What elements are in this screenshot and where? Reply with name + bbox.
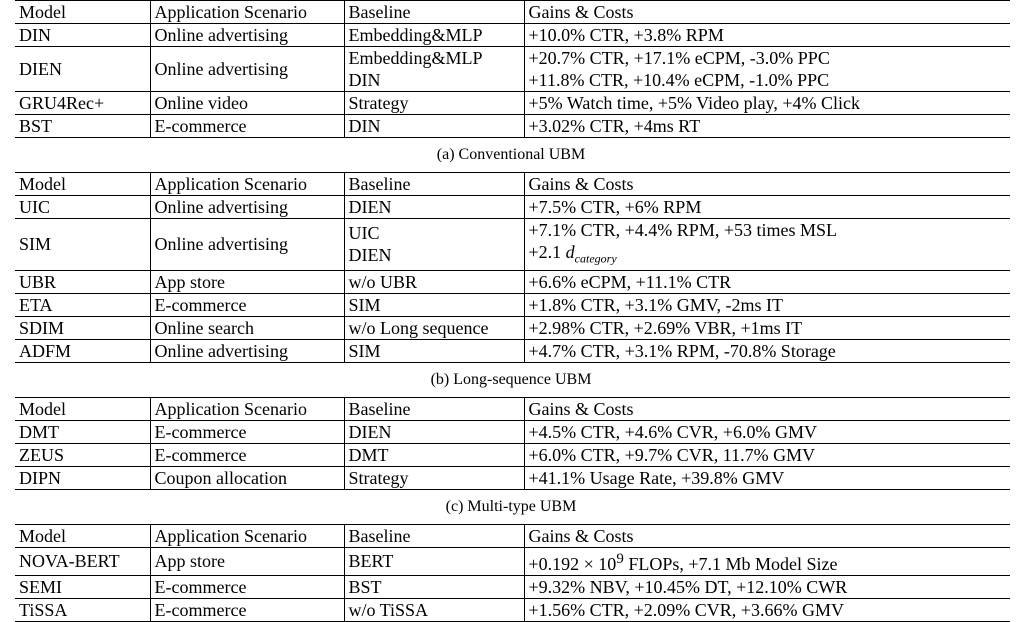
column-header-model: Model bbox=[15, 524, 150, 547]
cell-scenario: Online advertising bbox=[150, 196, 344, 219]
gains-text: +41.1% Usage Rate, +39.8% GMV bbox=[528, 467, 785, 488]
cell-gains-costs bbox=[524, 575, 1010, 598]
cell-model: DIEN bbox=[15, 47, 150, 92]
table-row-din bbox=[15, 24, 1010, 47]
gains-text: +20.7% CTR, +17.1% eCPM, -3.0% PPC bbox=[528, 48, 830, 68]
table-row-semi bbox=[15, 575, 1010, 598]
cell-scenario: E-commerce bbox=[150, 575, 344, 598]
cell-scenario: App store bbox=[150, 270, 344, 293]
baseline-text: w/o TiSSA bbox=[348, 599, 429, 620]
gains-text: +7.5% CTR, +6% RPM bbox=[528, 197, 702, 217]
cell-gains-costs bbox=[524, 420, 1010, 443]
table-row-adfm bbox=[15, 339, 1010, 362]
baseline-text: DIEN bbox=[348, 245, 392, 266]
gains-text: +2.1 $d_{category}$ bbox=[528, 242, 617, 266]
baseline-text: DIEN bbox=[348, 197, 392, 217]
cell-gains-costs bbox=[524, 92, 1010, 115]
cell-model: SEMI bbox=[15, 575, 150, 598]
table-row-sdim bbox=[15, 316, 1010, 339]
column-header-gains-costs: Gains & Costs bbox=[524, 173, 1010, 196]
table-row-dien bbox=[15, 47, 1010, 92]
baseline-text: DIEN bbox=[348, 421, 392, 442]
cell-gains-costs bbox=[524, 115, 1010, 138]
cell-gains-costs bbox=[524, 270, 1010, 293]
column-header-baseline: Baseline bbox=[344, 524, 524, 547]
baseline-text: BERT bbox=[348, 551, 394, 572]
gains-text: +3.02% CTR, +4ms RT bbox=[528, 116, 701, 136]
table-caption: (a) Conventional UBM bbox=[436, 146, 586, 163]
cell-model: DIPN bbox=[15, 466, 150, 489]
cell-model: DIN bbox=[19, 25, 51, 45]
cell-scenario: Online advertising bbox=[150, 24, 344, 47]
cell-baseline bbox=[344, 547, 524, 575]
column-header-baseline: Baseline bbox=[344, 397, 524, 420]
cell-scenario: E-commerce bbox=[150, 443, 344, 466]
baseline-text: UIC bbox=[348, 223, 380, 244]
column-header-model: Model bbox=[15, 173, 150, 196]
table-caption: (b) Long-sequence UBM bbox=[430, 370, 592, 388]
cell-gains-costs bbox=[524, 339, 1010, 362]
column-header-gains-costs: Gains & Costs bbox=[524, 1, 1010, 24]
gains-text: +11.8% CTR, +10.4% eCPM, -1.0% PPC bbox=[528, 70, 830, 90]
cell-baseline bbox=[344, 219, 524, 271]
column-header-application-scenario: Application Scenario bbox=[150, 397, 344, 420]
baseline-text: DMT bbox=[348, 444, 389, 465]
cell-baseline bbox=[344, 293, 524, 316]
cell-baseline bbox=[344, 466, 524, 489]
column-header-baseline: Baseline bbox=[344, 173, 524, 196]
cell-model: TiSSA bbox=[15, 598, 150, 621]
gains-text: +5% Watch time, +5% Video play, +4% Click bbox=[528, 93, 861, 113]
cell-scenario: Online advertising bbox=[150, 47, 344, 92]
cell-scenario: Online advertising bbox=[150, 219, 344, 271]
table-row-eta bbox=[15, 293, 1010, 316]
cell-model: SIM bbox=[15, 219, 150, 271]
cell-model: SDIM bbox=[15, 316, 150, 339]
cell-model: ETA bbox=[15, 293, 150, 316]
cell-gains-costs bbox=[524, 293, 1010, 316]
cell-baseline bbox=[344, 270, 524, 293]
column-header-model: Model bbox=[15, 1, 150, 24]
cell-baseline bbox=[344, 598, 524, 621]
baseline-text: w/o Long sequence bbox=[348, 317, 489, 338]
table-section-4 bbox=[15, 524, 1010, 622]
gains-text: +7.1% CTR, +4.4% RPM, +53 times MSL bbox=[528, 220, 837, 240]
cell-model: ADFM bbox=[15, 339, 150, 362]
cell-gains-costs bbox=[524, 466, 1010, 489]
cell-baseline bbox=[344, 575, 524, 598]
cell-scenario: Online advertising bbox=[150, 339, 344, 362]
baseline-text: DIN bbox=[348, 116, 381, 136]
baseline-text: w/o UBR bbox=[348, 271, 418, 292]
gains-text: $+0.192 \times 10^9$ FLOPs, +7.1 Mb Model Size bbox=[528, 550, 838, 574]
column-header-gains-costs: Gains & Costs bbox=[524, 397, 1010, 420]
column-header-application-scenario: Application Scenario bbox=[150, 173, 344, 196]
cell-scenario: E-commerce bbox=[150, 293, 344, 316]
cell-scenario: E-commerce bbox=[150, 598, 344, 621]
cell-gains-costs bbox=[524, 598, 1010, 621]
table-row-uic bbox=[15, 196, 1010, 219]
cell-baseline bbox=[344, 92, 524, 115]
cell-model: GRU4Rec+ bbox=[15, 92, 150, 115]
baseline-text: SIM bbox=[348, 294, 381, 315]
table-row-tissa bbox=[15, 598, 1010, 621]
cell-gains-costs bbox=[524, 547, 1010, 575]
cell-gains-costs bbox=[524, 196, 1010, 219]
cell-baseline bbox=[344, 115, 524, 138]
cell-scenario: App store bbox=[150, 547, 344, 575]
cell-model: NOVA-BERT bbox=[19, 551, 120, 572]
baseline-text: DIN bbox=[348, 70, 381, 90]
table-row-bst bbox=[15, 115, 1010, 138]
gains-text: +10.0% CTR, +3.8% RPM bbox=[528, 25, 724, 45]
gains-text: +4.7% CTR, +3.1% RPM, -70.8% Storage bbox=[528, 340, 836, 361]
cell-gains-costs bbox=[524, 316, 1010, 339]
cell-baseline bbox=[344, 316, 524, 339]
baseline-text: Strategy bbox=[348, 93, 409, 113]
gains-text: +6.6% eCPM, +11.1% CTR bbox=[528, 271, 732, 292]
table-section-1 bbox=[15, 0, 1010, 138]
cell-gains-costs bbox=[524, 24, 1010, 47]
gains-text: +2.98% CTR, +2.69% VBR, +1ms IT bbox=[528, 317, 803, 338]
gains-text: +1.8% CTR, +3.1% GMV, -2ms IT bbox=[528, 294, 783, 315]
gains-text: +1.56% CTR, +2.09% CVR, +3.66% GMV bbox=[528, 599, 844, 620]
cell-baseline bbox=[344, 339, 524, 362]
table-row-sim bbox=[15, 219, 1010, 271]
cell-model: DMT bbox=[19, 421, 59, 442]
cell-model: ZEUS bbox=[15, 443, 150, 466]
table-row-nova-bert bbox=[15, 547, 1010, 575]
baseline-text: SIM bbox=[348, 340, 381, 361]
cell-gains-costs bbox=[524, 443, 1010, 466]
header-row bbox=[15, 1, 1010, 24]
baseline-text: BST bbox=[348, 576, 382, 597]
cell-baseline bbox=[344, 443, 524, 466]
gains-text: +9.32% NBV, +10.45% DT, +12.10% CWR bbox=[528, 576, 848, 597]
cell-scenario: E-commerce bbox=[150, 420, 344, 443]
gains-text: +4.5% CTR, +4.6% CVR, +6.0% GMV bbox=[528, 421, 817, 442]
cell-baseline bbox=[344, 420, 524, 443]
table-row-dipn bbox=[15, 466, 1010, 489]
cell-model: UIC bbox=[19, 197, 50, 217]
column-header-application-scenario: Application Scenario bbox=[150, 524, 344, 547]
cell-gains-costs bbox=[524, 219, 1010, 271]
cell-baseline bbox=[344, 24, 524, 47]
table-section-3 bbox=[15, 397, 1010, 490]
table-row-zeus bbox=[15, 443, 1010, 466]
table-caption: (c) Multi-type UBM bbox=[445, 497, 577, 515]
cell-baseline bbox=[344, 47, 524, 92]
cell-model: UBR bbox=[15, 270, 150, 293]
cell-gains-costs bbox=[524, 47, 1010, 92]
cell-scenario: Online search bbox=[150, 316, 344, 339]
column-header-gains-costs: Gains & Costs bbox=[524, 524, 1010, 547]
table-section-2 bbox=[15, 172, 1010, 363]
gains-text: +6.0% CTR, +9.7% CVR, 11.7% GMV bbox=[528, 444, 816, 465]
table-row-ubr bbox=[15, 270, 1010, 293]
table-row-dmt bbox=[15, 420, 1010, 443]
header-row bbox=[15, 173, 1010, 196]
cell-baseline bbox=[344, 196, 524, 219]
cell-model: BST bbox=[15, 115, 150, 138]
cell-scenario: E-commerce bbox=[150, 115, 344, 138]
baseline-text: Embedding&MLP bbox=[348, 48, 483, 68]
baseline-text: Strategy bbox=[348, 467, 409, 488]
column-header-model: Model bbox=[15, 397, 150, 420]
header-row bbox=[15, 397, 1010, 420]
baseline-text: Embedding&MLP bbox=[348, 25, 483, 45]
column-header-application-scenario: Application Scenario bbox=[150, 1, 344, 24]
cell-scenario: Coupon allocation bbox=[150, 466, 344, 489]
column-header-baseline: Baseline bbox=[344, 1, 524, 24]
table-row-gru4rec bbox=[15, 92, 1010, 115]
cell-scenario: Online video bbox=[150, 92, 344, 115]
